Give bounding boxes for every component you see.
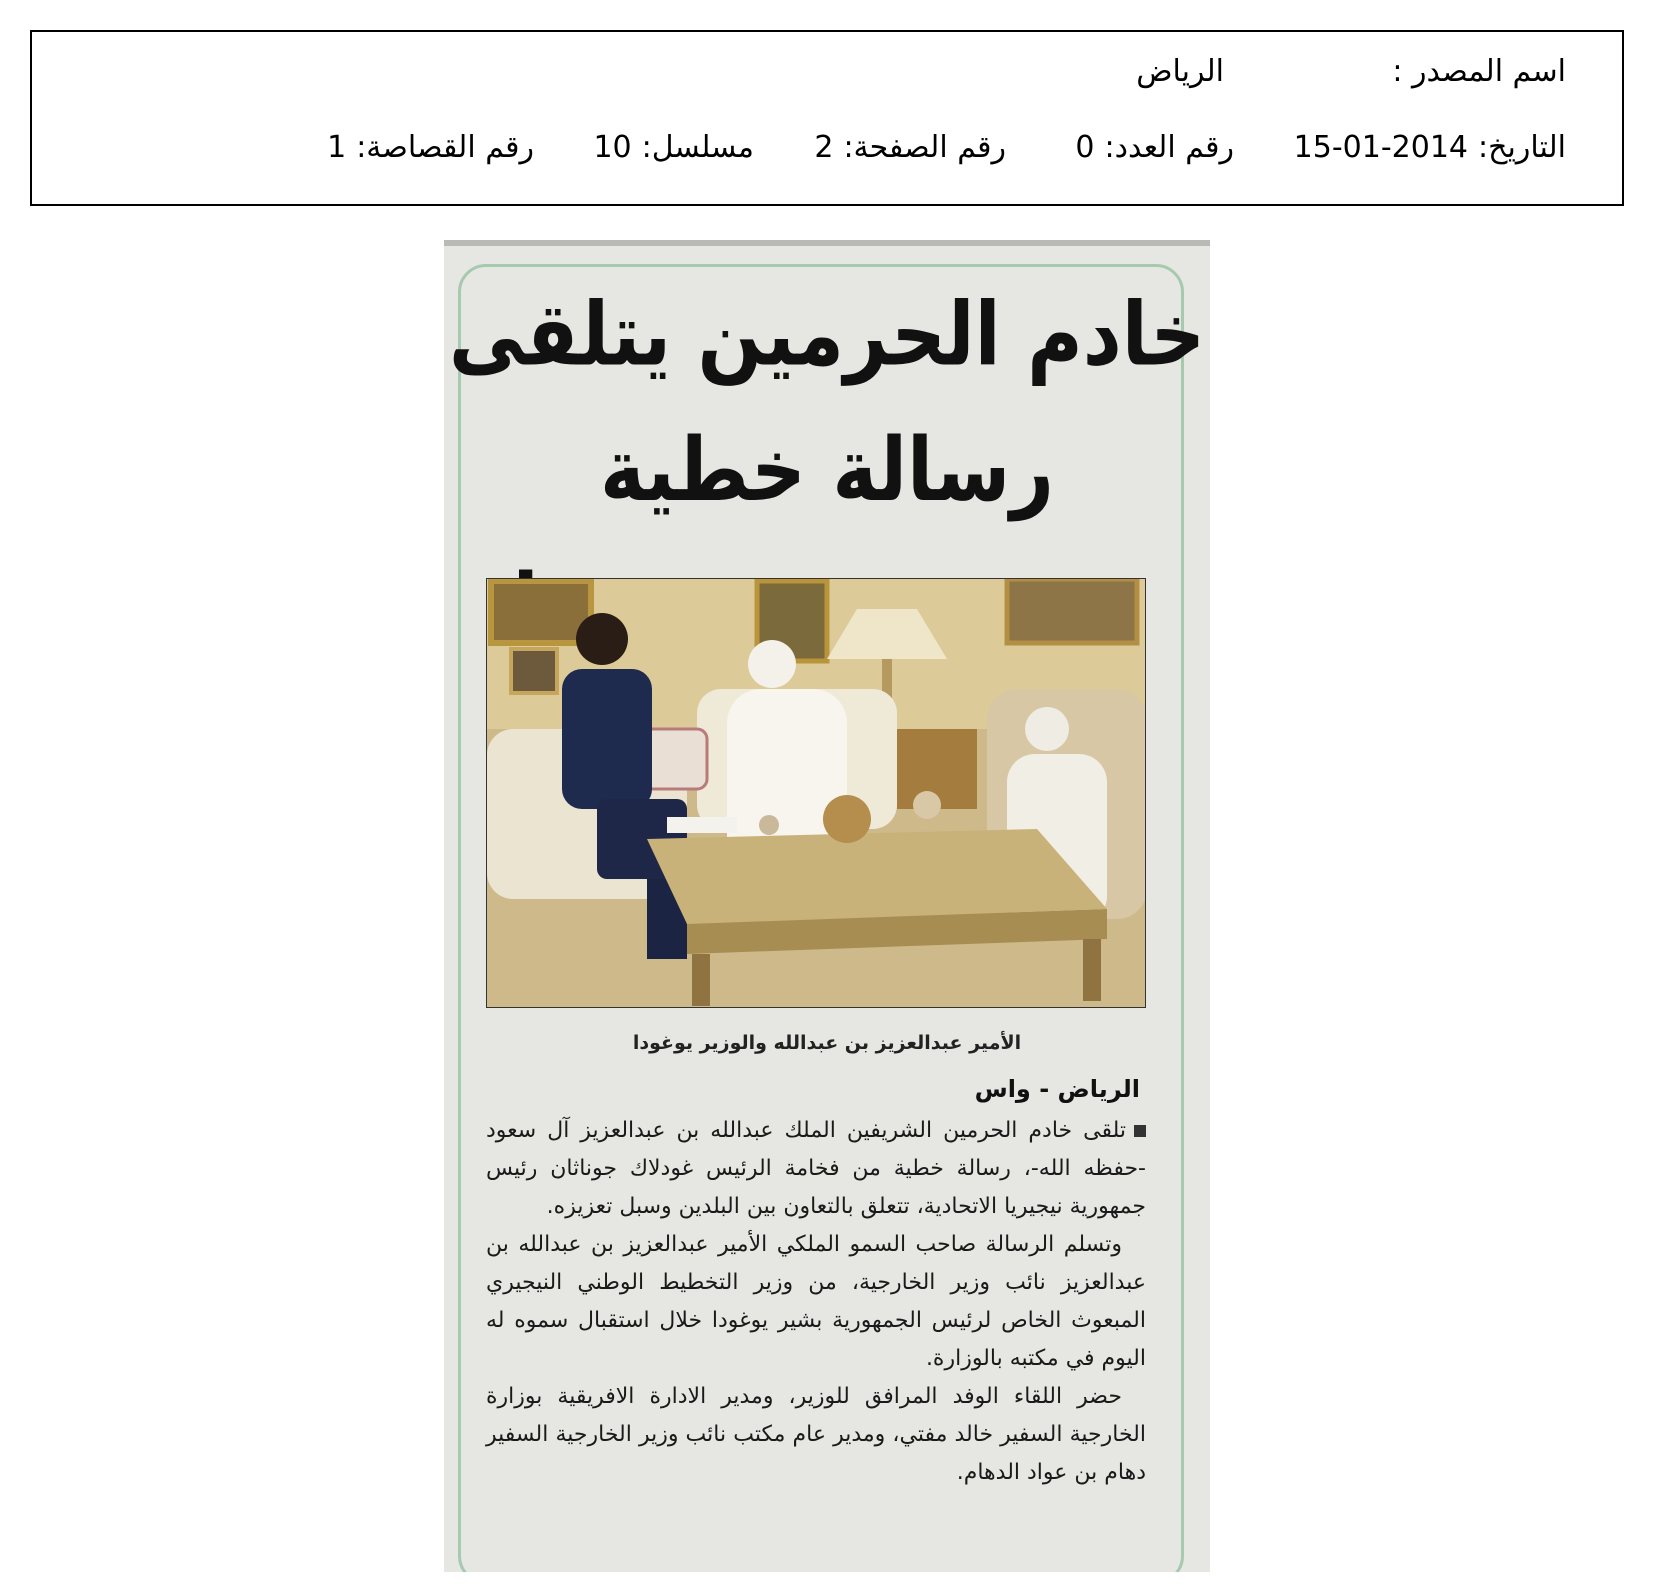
article-dateline: الرياض - واس — [974, 1075, 1140, 1103]
newspaper-clipping — [444, 240, 1210, 1572]
date-label: التاريخ: — [1478, 130, 1566, 165]
meeting-photo-illustration — [487, 579, 1146, 1008]
issue-field — [1075, 130, 1234, 165]
article-paragraph-2: وتسلم الرسالة صاحب السمو الملكي الأمير عبدالعزيز بن عبدالله بن عبدالعزيز نائب وزير الخارجية، من وزير التخطيط الوطني النيجيري المبعوث الخاص لرئيس الجمهورية بشير يوغودا خلال استقبال سموه له اليوم في مكتبه بالوزارة. — [486, 1232, 1146, 1371]
date-value: 2014-01-15 — [1293, 130, 1469, 165]
headline-line-1: خادم الحرمين يتلقى رسالة خطية — [448, 282, 1206, 521]
issue-value: 0 — [1075, 130, 1095, 165]
article-paragraph-1 — [486, 1112, 1146, 1226]
metadata-row-source — [32, 54, 1622, 104]
photo-caption: الأمير عبدالعزيز بن عبدالله والوزير يوغودا — [632, 1032, 1022, 1054]
clip-number-value: 1 — [327, 130, 347, 165]
clipping-top-edge — [444, 240, 1210, 246]
square-bullet-icon — [1134, 1125, 1146, 1137]
paragraph-1-text: تلقى خادم الحرمين الشريفين الملك عبدالله بن عبدالعزيز آل سعود -حفظه الله-، رسالة خطية من فخامة الرئيس غودلاك جوناثان رئيس جمهورية نيجيريا الاتحادية، تتعلق بالتعاون بين البلدين وسبل تعزيزه. — [486, 1118, 1146, 1219]
date-field — [1294, 130, 1566, 165]
page-value: 2 — [814, 130, 834, 165]
page-field — [814, 130, 1006, 165]
clip-number-label: رقم القصاصة: — [356, 130, 534, 165]
metadata-row-details — [32, 130, 1622, 180]
clip-number-field — [327, 130, 534, 165]
serial-field — [593, 130, 754, 165]
article-body — [486, 1112, 1146, 1492]
article-paragraph-3: حضر اللقاء الوفد المرافق للوزير، ومدير الادارة الافريقية بوزارة الخارجية السفير خالد مفتي، ومدير عام مكتب نائب وزير الخارجية السفير دهام بن عواد الدهام. — [486, 1384, 1146, 1485]
source-value: الرياض — [1136, 54, 1224, 89]
serial-value: 10 — [593, 130, 632, 165]
page-label: رقم الصفحة: — [843, 130, 1006, 165]
issue-label: رقم العدد: — [1104, 130, 1234, 165]
article-photo — [486, 578, 1146, 1008]
serial-label: مسلسل: — [641, 130, 754, 165]
source-label: اسم المصدر : — [1392, 54, 1566, 89]
clipping-metadata-box — [30, 30, 1624, 206]
